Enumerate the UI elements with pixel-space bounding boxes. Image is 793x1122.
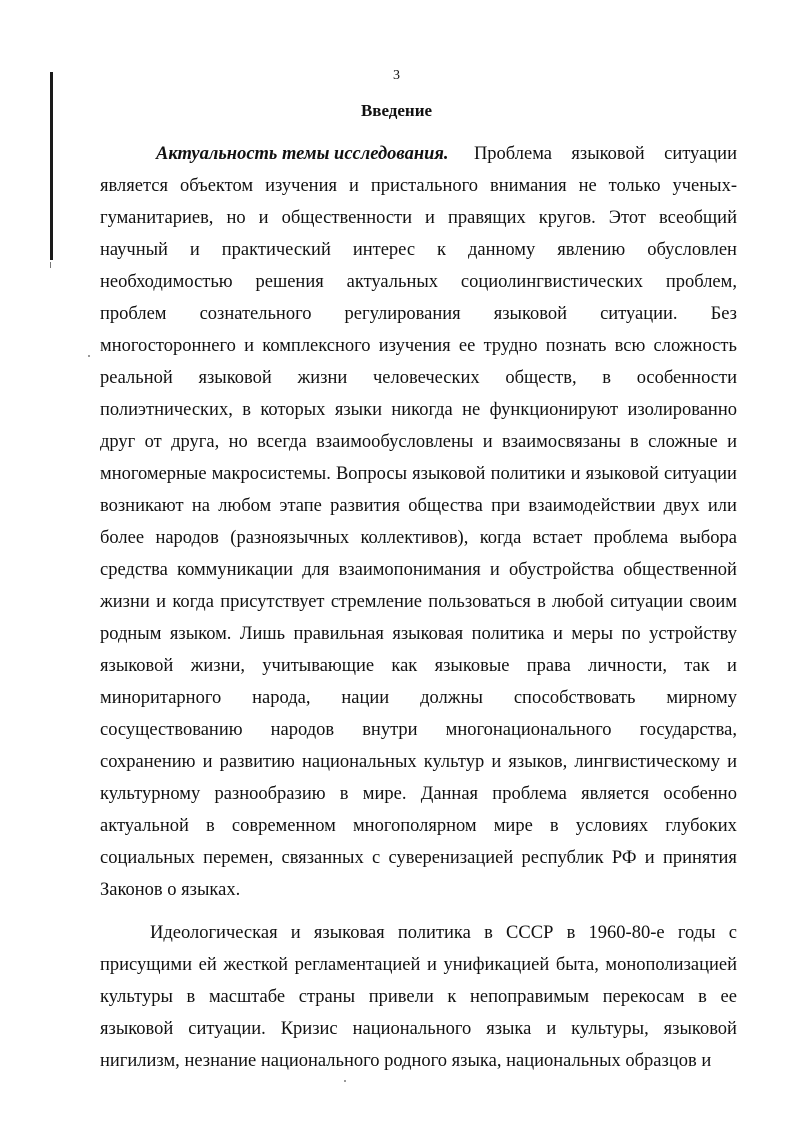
word: глубоких (665, 816, 737, 836)
text-line (100, 1045, 737, 1077)
word: ситуации. (188, 1019, 266, 1039)
word: родным (100, 624, 162, 644)
word: взаимопонимания (338, 560, 481, 580)
word: в (549, 816, 559, 836)
word: культур (423, 752, 485, 772)
word: и (546, 1019, 557, 1039)
word: практический (221, 240, 331, 260)
word: должны (420, 688, 483, 708)
word: пользоваться (428, 592, 531, 612)
word: культуры, (571, 1019, 649, 1039)
word: трудно (483, 336, 538, 356)
word: сознательного (199, 304, 312, 324)
word: от (144, 432, 162, 452)
word: сложные (648, 432, 718, 452)
word: и (553, 624, 563, 644)
word: и (258, 208, 269, 228)
word: ее (720, 987, 737, 1007)
word: интерес (352, 240, 416, 260)
word: научный (100, 240, 168, 260)
body-text (100, 138, 737, 1077)
word: полиэтнических, (100, 400, 233, 420)
scan-speck (88, 355, 90, 357)
word: устройству (649, 624, 737, 644)
word: политики (490, 464, 566, 484)
word: и (491, 752, 502, 772)
word: нигилизм, (100, 1051, 185, 1071)
text-line (100, 170, 737, 202)
word: объектом (179, 176, 254, 196)
word: жесткой (223, 955, 289, 975)
word: в (537, 592, 546, 612)
word: Данная (420, 784, 479, 804)
word: жизни (100, 592, 150, 612)
word: жизни (297, 368, 348, 388)
word: принятия (662, 848, 737, 868)
text-line (100, 490, 737, 522)
word: и (202, 752, 213, 772)
word: друг (100, 432, 136, 452)
word: явлению (557, 240, 626, 260)
word: взаимосвязаны (502, 432, 621, 452)
word: коллективов), (360, 528, 469, 548)
word: в (339, 784, 349, 804)
text-line (100, 842, 737, 874)
word: развития (330, 496, 401, 516)
word: и (727, 752, 737, 772)
word: проблем (100, 304, 167, 324)
word: СССР (506, 923, 554, 943)
word: языка, (451, 1051, 507, 1071)
text-line (100, 874, 737, 906)
word: меры (571, 624, 614, 644)
word: гуманитариев, (100, 208, 214, 228)
word: политика (397, 923, 471, 943)
word: сложность (653, 336, 737, 356)
word: права (526, 656, 571, 676)
word: не (462, 400, 481, 420)
word: актуальной (100, 816, 189, 836)
text-line (100, 298, 737, 330)
word: ситуации (664, 144, 737, 164)
word: своим (689, 592, 737, 612)
word: Вопросы (335, 464, 408, 484)
text-line (100, 362, 737, 394)
word: многомерные (100, 464, 207, 484)
text-line (100, 981, 737, 1013)
text-line (100, 234, 737, 266)
word: обусловлен (647, 240, 737, 260)
word: в (602, 368, 612, 388)
text-line (100, 682, 737, 714)
word: страны (298, 987, 356, 1007)
word: языковая (313, 923, 385, 943)
word: сохранению (100, 752, 196, 772)
word: возникают (100, 496, 184, 516)
word: культурному (100, 784, 201, 804)
word: познать (545, 336, 607, 356)
word: многополярном (352, 816, 477, 836)
word: и (427, 955, 437, 975)
word: и (290, 923, 301, 943)
word: но (226, 208, 246, 228)
text-line (100, 618, 737, 650)
scan-margin-tick (50, 262, 51, 268)
word: языковой (585, 464, 659, 484)
word: в (566, 923, 576, 943)
word: языковой (412, 464, 486, 484)
word: мире (493, 816, 533, 836)
word: в (186, 987, 196, 1007)
word: всегда (257, 432, 307, 452)
word: к (447, 987, 457, 1007)
word: и (482, 432, 493, 452)
word: связанных (281, 848, 364, 868)
word: только (608, 176, 661, 196)
text-line (100, 586, 737, 618)
word: общественности (281, 208, 413, 228)
word: регулирования (344, 304, 461, 324)
word: правящих (447, 208, 526, 228)
word: масштабе (208, 987, 286, 1007)
text-line (100, 458, 737, 490)
word: национального (260, 1051, 385, 1071)
word: или (707, 496, 737, 516)
word: родного (384, 1051, 452, 1071)
word: многонационального (445, 720, 612, 740)
word: мире. (362, 784, 407, 804)
word: особенности (636, 368, 737, 388)
word: национального (352, 1019, 472, 1039)
word: с (728, 923, 737, 943)
word: языковой (663, 1019, 737, 1039)
word: о (167, 880, 182, 900)
text-line (100, 266, 737, 298)
word: так (684, 656, 710, 676)
word: на (191, 496, 210, 516)
word: унификацией (443, 955, 550, 975)
word: привели (368, 987, 434, 1007)
word: всеобщий (658, 208, 737, 228)
word: языком. (169, 624, 232, 644)
word: и (244, 336, 255, 356)
word: обществ, (505, 368, 577, 388)
word: с (371, 848, 381, 868)
text-line (100, 138, 737, 170)
word: и (189, 240, 200, 260)
word: никогда (391, 400, 453, 420)
word: Законов (100, 880, 168, 900)
page-number: 3 (393, 68, 400, 83)
section-heading: Введение (360, 101, 433, 120)
text-line (100, 949, 737, 981)
word: когда (479, 528, 522, 548)
word: монополизацией (605, 955, 737, 975)
word: всю (614, 336, 646, 356)
word: 1960-80-е (588, 923, 665, 943)
word: языки (334, 400, 382, 420)
word: учитывающие (262, 656, 375, 676)
word: общественной (623, 560, 737, 580)
word: развитию (219, 752, 295, 772)
word: РФ (611, 848, 637, 868)
text-line (100, 714, 737, 746)
word: и (348, 176, 359, 196)
word: для (302, 560, 330, 580)
word: языковой (198, 368, 272, 388)
word: Идеологическая (150, 923, 278, 943)
word: которых (260, 400, 326, 420)
word: национальных (506, 1051, 626, 1071)
word: пристального (370, 176, 478, 196)
word: как (391, 656, 418, 676)
word: необходимостью (100, 272, 233, 292)
word: многостороннего (100, 336, 236, 356)
word: республик (521, 848, 604, 868)
word: обустройства (508, 560, 615, 580)
word: не (578, 176, 597, 196)
word: суверенизацией (388, 848, 514, 868)
text-line (100, 1013, 737, 1045)
word: комплексного (262, 336, 371, 356)
text-line (100, 522, 737, 554)
word: языка (486, 1019, 532, 1039)
word: встает (532, 528, 583, 548)
word: в (242, 400, 251, 420)
word: внутри (362, 720, 418, 740)
word: мирному (666, 688, 737, 708)
text-line (100, 746, 737, 778)
word: сосуществованию (100, 720, 243, 740)
word: ее (458, 336, 476, 356)
word: социолингвистических (460, 272, 643, 292)
word: Проблема (473, 144, 552, 164)
word: языковые (434, 656, 510, 676)
word: особенно (663, 784, 737, 804)
text-line (100, 426, 737, 458)
word: ученых- (672, 176, 737, 196)
word: социальных (100, 848, 195, 868)
word: ситуации. (600, 304, 678, 324)
word: но (228, 432, 248, 452)
word: языковой (100, 656, 174, 676)
text-line (100, 778, 737, 810)
word: человеческих (372, 368, 480, 388)
word: и (727, 656, 737, 676)
word: национальных (301, 752, 417, 772)
word: ей (198, 955, 217, 975)
word: является (100, 176, 168, 196)
word: в (630, 432, 639, 452)
word: коммуникации (177, 560, 294, 580)
word: любом (218, 496, 272, 516)
word: миноритарного (100, 688, 222, 708)
word: по (621, 624, 641, 644)
word: средства (100, 560, 168, 580)
word: ситуации (664, 464, 737, 484)
word: общества (408, 496, 483, 516)
word: когда (172, 592, 214, 612)
word: языковой (100, 1019, 174, 1039)
word: более (100, 528, 145, 548)
word: языковой (493, 304, 568, 324)
lead-in-title: Актуальность темы исследования. (156, 144, 449, 164)
word: решения (255, 272, 324, 292)
word: Кризис (280, 1019, 338, 1039)
word: народов (155, 528, 219, 548)
word: изучения (378, 336, 451, 356)
word: разнообразию (214, 784, 326, 804)
word: языковой (571, 144, 645, 164)
word: Без (710, 304, 737, 324)
word: Этот (608, 208, 646, 228)
word: проблема (593, 528, 669, 548)
word: внимания (489, 176, 567, 196)
word: способствовать (513, 688, 636, 708)
word: Лишь (239, 624, 286, 644)
word: изолированно (627, 400, 737, 420)
word: перекосам (602, 987, 685, 1007)
word: годы (677, 923, 716, 943)
word: и (489, 560, 500, 580)
word: и (644, 848, 655, 868)
word: проблема (492, 784, 567, 804)
word: этапе (279, 496, 322, 516)
word: взаимообусловлены (316, 432, 474, 452)
word: функционируют (489, 400, 619, 420)
word: языковая (392, 624, 464, 644)
word: нации (341, 688, 390, 708)
word: (разноязычных (230, 528, 350, 548)
word: жизни, (190, 656, 245, 676)
word: государства, (639, 720, 737, 740)
word: актуальных (346, 272, 439, 292)
scan-speck (344, 1080, 346, 1082)
text-line (100, 202, 737, 234)
word: в (484, 923, 493, 943)
word: современном (231, 816, 336, 836)
word: языков, (508, 752, 568, 772)
word: данному (467, 240, 536, 260)
word: и (701, 1051, 712, 1071)
text-line (100, 810, 737, 842)
word: кругов. (538, 208, 596, 228)
word: условиях (575, 816, 649, 836)
word: лингвистическому (574, 752, 720, 772)
word: и (156, 592, 167, 612)
word: политика (471, 624, 545, 644)
word: незнание (184, 1051, 261, 1071)
word: личности, (588, 656, 667, 676)
text-line (100, 394, 737, 426)
word: друга, (171, 432, 220, 452)
text-line (100, 330, 737, 362)
word: и (727, 432, 737, 452)
text-line (100, 554, 737, 586)
word: ситуации (610, 592, 683, 612)
word: народа, (252, 688, 311, 708)
word: в (206, 816, 215, 836)
word: быта, (555, 955, 599, 975)
text-line (100, 650, 737, 682)
word: присутствует (220, 592, 325, 612)
word: выбора (679, 528, 737, 548)
word: народов (270, 720, 335, 740)
word: проблем, (665, 272, 737, 292)
word: правильная (293, 624, 384, 644)
word: образцов (625, 1051, 702, 1071)
word: макросистемы. (211, 464, 331, 484)
word: к (437, 240, 446, 260)
word: непоправимым (470, 987, 590, 1007)
word: реальной (100, 368, 173, 388)
word: перемен, (203, 848, 274, 868)
word: стремление (330, 592, 422, 612)
word: изучения (265, 176, 337, 196)
word: любой (552, 592, 604, 612)
word: при (491, 496, 521, 516)
text-line (100, 917, 737, 949)
word: присущими (100, 955, 193, 975)
word: и (570, 464, 581, 484)
word: двух (663, 496, 700, 516)
word: языках. (181, 880, 241, 900)
word: и (425, 208, 435, 228)
word: взаимодействии (528, 496, 656, 516)
word: культуры (100, 987, 173, 1007)
word: является (581, 784, 650, 804)
word: в (698, 987, 707, 1007)
word: регламентацией (294, 955, 421, 975)
